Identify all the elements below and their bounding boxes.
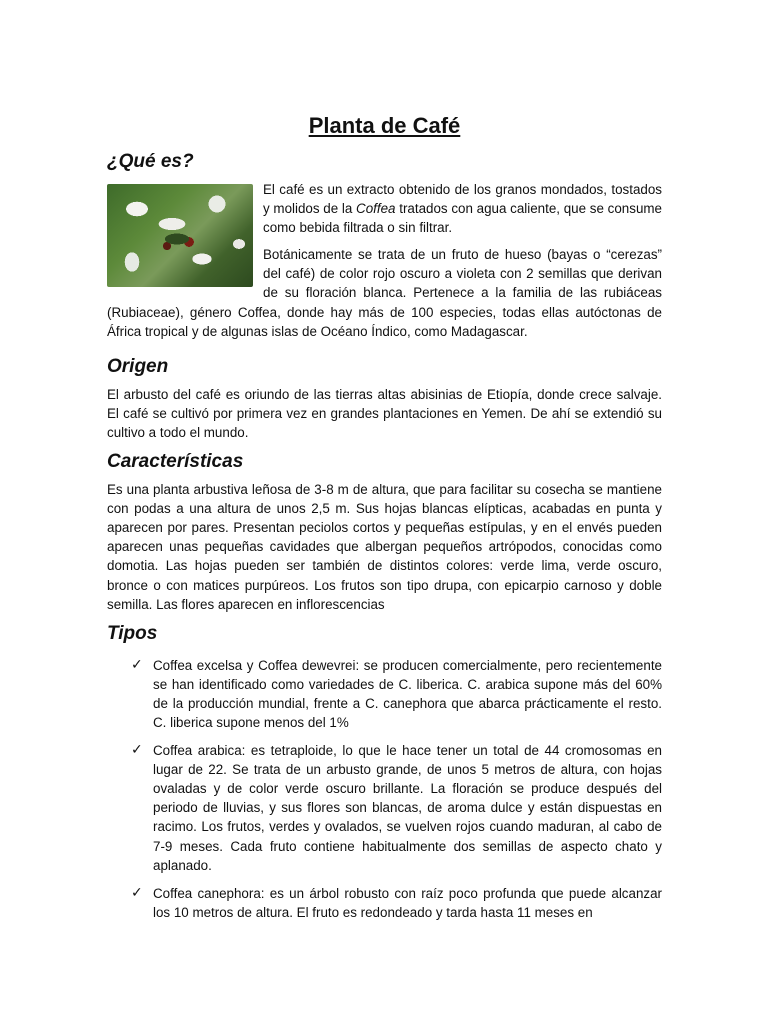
section-que-es <box>107 150 662 349</box>
list-item <box>131 656 662 732</box>
page-title: Planta de Café <box>308 113 461 138</box>
heading-que-es: ¿Qué es? <box>107 151 194 172</box>
heading-origen: Origen <box>107 355 169 377</box>
heading-tipos: Tipos <box>107 622 158 644</box>
document-content <box>107 112 662 931</box>
heading-caracteristicas: Características <box>107 451 244 473</box>
que-es-text-a: El café es un extracto obtenido de los granos mondados, tostados y molidos de la <box>263 182 662 217</box>
list-item-text: Coffea canephora: es un árbol robusto con raíz poco profunda que puede alcanzar los 10 metros de altura. El fruto es redondeado y tarda hasta 11 meses en <box>153 885 662 920</box>
coffea-italic: Coffea <box>356 201 396 217</box>
list-item <box>131 884 662 922</box>
checkmark-icon: ✓ <box>131 884 143 901</box>
section-caracteristicas <box>107 450 662 614</box>
list-item-text: Coffea arabica: es tetraploide, lo que le hace tener un total de 44 cromosomas en lugar de 22. Se trata de un arbusto grande, de unos 5 metros de altura, con hojas ovaladas y de color verde oscuro brillante. La floración se produce después del periodo de lluvias, y sus flores son blancas, de aroma dulce y están dispuestas en racimo. Los frutos, verdes y ovalados, se vuelven rojos cuando maduran, al cabo de 7-9 meses. Cada fruto contiene habitualmente dos semillas de aspecto chato y aplanado. <box>153 743 662 873</box>
coffee-plant-photo <box>107 184 253 287</box>
list-item <box>131 741 662 875</box>
section-origen <box>107 355 662 442</box>
que-es-paragraph-2: Botánicamente se trata de un fruto de hueso (bayas o “cerezas” del café) de color rojo oscuro a violeta con 2 semillas que derivan de su floración blanca. Pertenece a la familia de las rubiáceas (Rubiaceae), género Coffea, donde hay más de 100 especies, todas ellas autóctonas de África tropical y de algunas islas de Océano Índico, como Madagascar. <box>107 247 662 339</box>
checkmark-icon: ✓ <box>131 742 143 759</box>
list-item-text: Coffea excelsa y Coffea dewevrei: se producen comercialmente, pero recientemente se han identificado como variedades de C. liberica. C. arabica supone más del 60% de la producción mundial, frente a C. canephora que abarca prácticamente el resto. C. liberica supone menos del 1% <box>153 657 662 730</box>
que-es-text-b: tratados con agua caliente, que se consume como bebida filtrada o sin filtrar. <box>263 201 662 236</box>
section-tipos <box>107 622 662 922</box>
tipos-list <box>131 656 662 922</box>
checkmark-icon: ✓ <box>131 656 143 673</box>
caracteristicas-paragraph: Es una planta arbustiva leñosa de 3-8 m de altura, que para facilitar su cosecha se mantiene con podas a una altura de unos 2,5 m. Sus hojas blancas elípticas, acabadas en punta y aparecen por pares. Presentan peciolos cortos y pequeñas estípulas, y en el envés pueden aparecen unas pequeñas cavidades que albergan pequeños artrópodos, conocidas como domotia. Las hojas pueden ser también de distintos colores: verde lima, verde oscuro, bronce o con matices purpúreos. Los frutos son tipo drupa, con epicarpio carnoso y doble semilla. Las flores aparecen en inflorescencias <box>107 482 662 612</box>
origen-paragraph: El arbusto del café es oriundo de las tierras altas abisinias de Etiopía, donde crece salvaje. El café se cultivó por primera vez en grandes plantaciones en Yemen. De ahí se extendió su cultivo a todo el mundo. <box>107 386 662 440</box>
